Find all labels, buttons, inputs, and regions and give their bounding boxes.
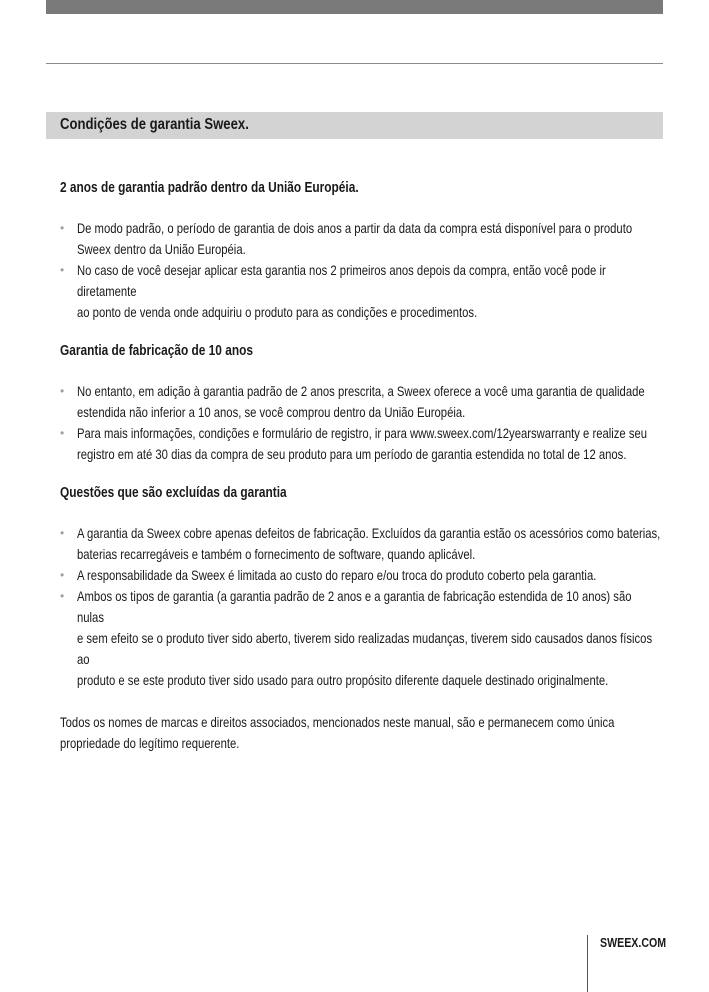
list-item-text: [77, 565, 661, 586]
closing-paragraph: [60, 712, 663, 754]
bullet-icon: •: [60, 526, 65, 540]
exclusions-list: [60, 523, 663, 691]
text-line: Sweex dentro da União Européia.: [77, 242, 246, 257]
section-heading-standard-warranty: 2 anos de garantia padrão dentro da União Européia.: [60, 180, 359, 196]
text-line: produto e se este produto tiver sido usado para outro propósito diferente daquele destinado originalmente.: [77, 673, 609, 688]
content: [60, 178, 663, 768]
text-line: De modo padrão, o período de garantia de dois anos a partir da data da compra está disponível para o produto: [77, 221, 633, 236]
text-line: No caso de você desejar aplicar esta garantia nos 2 primeiros anos depois da compra, então você pode ir diretamente: [77, 263, 606, 299]
text-line: Ambos os tipos de garantia (a garantia padrão de 2 anos e a garantia de fabricação estendida de 10 anos) são nulas: [77, 589, 632, 625]
bullet-icon: •: [60, 426, 65, 440]
list-item-text: [77, 260, 661, 323]
text-line: Todos os nomes de marcas e direitos associados, mencionados neste manual, são e permanecem como única: [60, 715, 615, 730]
text-line: No entanto, em adição à garantia padrão de 2 anos prescrita, a Sweex oferece a você uma garantia de qualidade: [77, 384, 645, 399]
text-line: e sem efeito se o produto tiver sido aberto, tiverem sido realizadas mudanças, tiverem sido causados danos físicos ao: [77, 631, 653, 667]
header-rule: [46, 63, 663, 64]
section-heading-exclusions: Questões que são excluídas da garantia: [60, 485, 287, 501]
footer-rule: [587, 935, 588, 992]
bullet-icon: •: [60, 384, 65, 398]
title-band: [46, 112, 663, 139]
list-item-text: [77, 586, 661, 691]
text-line: estendida não inferior a 10 anos, se você comprou dentro da União Européia.: [77, 405, 466, 420]
list-item: [60, 423, 663, 465]
text-line: Para mais informações, condições e formulário de registro, ir para www.sweex.com/12yearswarranty e realize seu: [77, 426, 648, 441]
bullet-icon: •: [60, 263, 65, 277]
page-title: Condições de garantia Sweex.: [60, 116, 249, 133]
text-line: registro em até 30 dias da compra de seu produto para um período de garantia estendida no total de 12 anos.: [77, 447, 627, 462]
text-line: ao ponto de venda onde adquiriu o produto para as condições e procedimentos.: [77, 305, 478, 320]
standard-warranty-list: [60, 218, 663, 323]
list-item: [60, 381, 663, 423]
footer-brand: SWEEX.COM: [600, 936, 667, 950]
list-item: [60, 218, 663, 260]
list-item: [60, 565, 663, 586]
text-line: A responsabilidade da Sweex é limitada ao custo do reparo e/ou troca do produto coberto pela garantia.: [77, 568, 597, 583]
list-item: [60, 523, 663, 565]
closing-text: [60, 712, 661, 754]
bullet-icon: •: [60, 589, 65, 603]
bullet-icon: •: [60, 221, 65, 235]
list-item-text: [77, 423, 661, 465]
bullet-icon: •: [60, 568, 65, 582]
list-item-text: [77, 218, 661, 260]
list-item-text: [77, 381, 661, 423]
text-line: propriedade do legítimo requerente.: [60, 736, 240, 751]
list-item-text: [77, 523, 661, 565]
text-line: baterias recarregáveis e também o fornecimento de software, quando aplicável.: [77, 547, 476, 562]
text-line: A garantia da Sweex cobre apenas defeitos de fabricação. Excluídos da garantia estão os acessórios como baterias,: [77, 526, 661, 541]
manufacturing-warranty-list: [60, 381, 663, 465]
list-item: [60, 586, 663, 691]
section-heading-manufacturing-warranty: Garantia de fabricação de 10 anos: [60, 343, 253, 359]
top-header-bar: [46, 0, 663, 14]
list-item: [60, 260, 663, 323]
